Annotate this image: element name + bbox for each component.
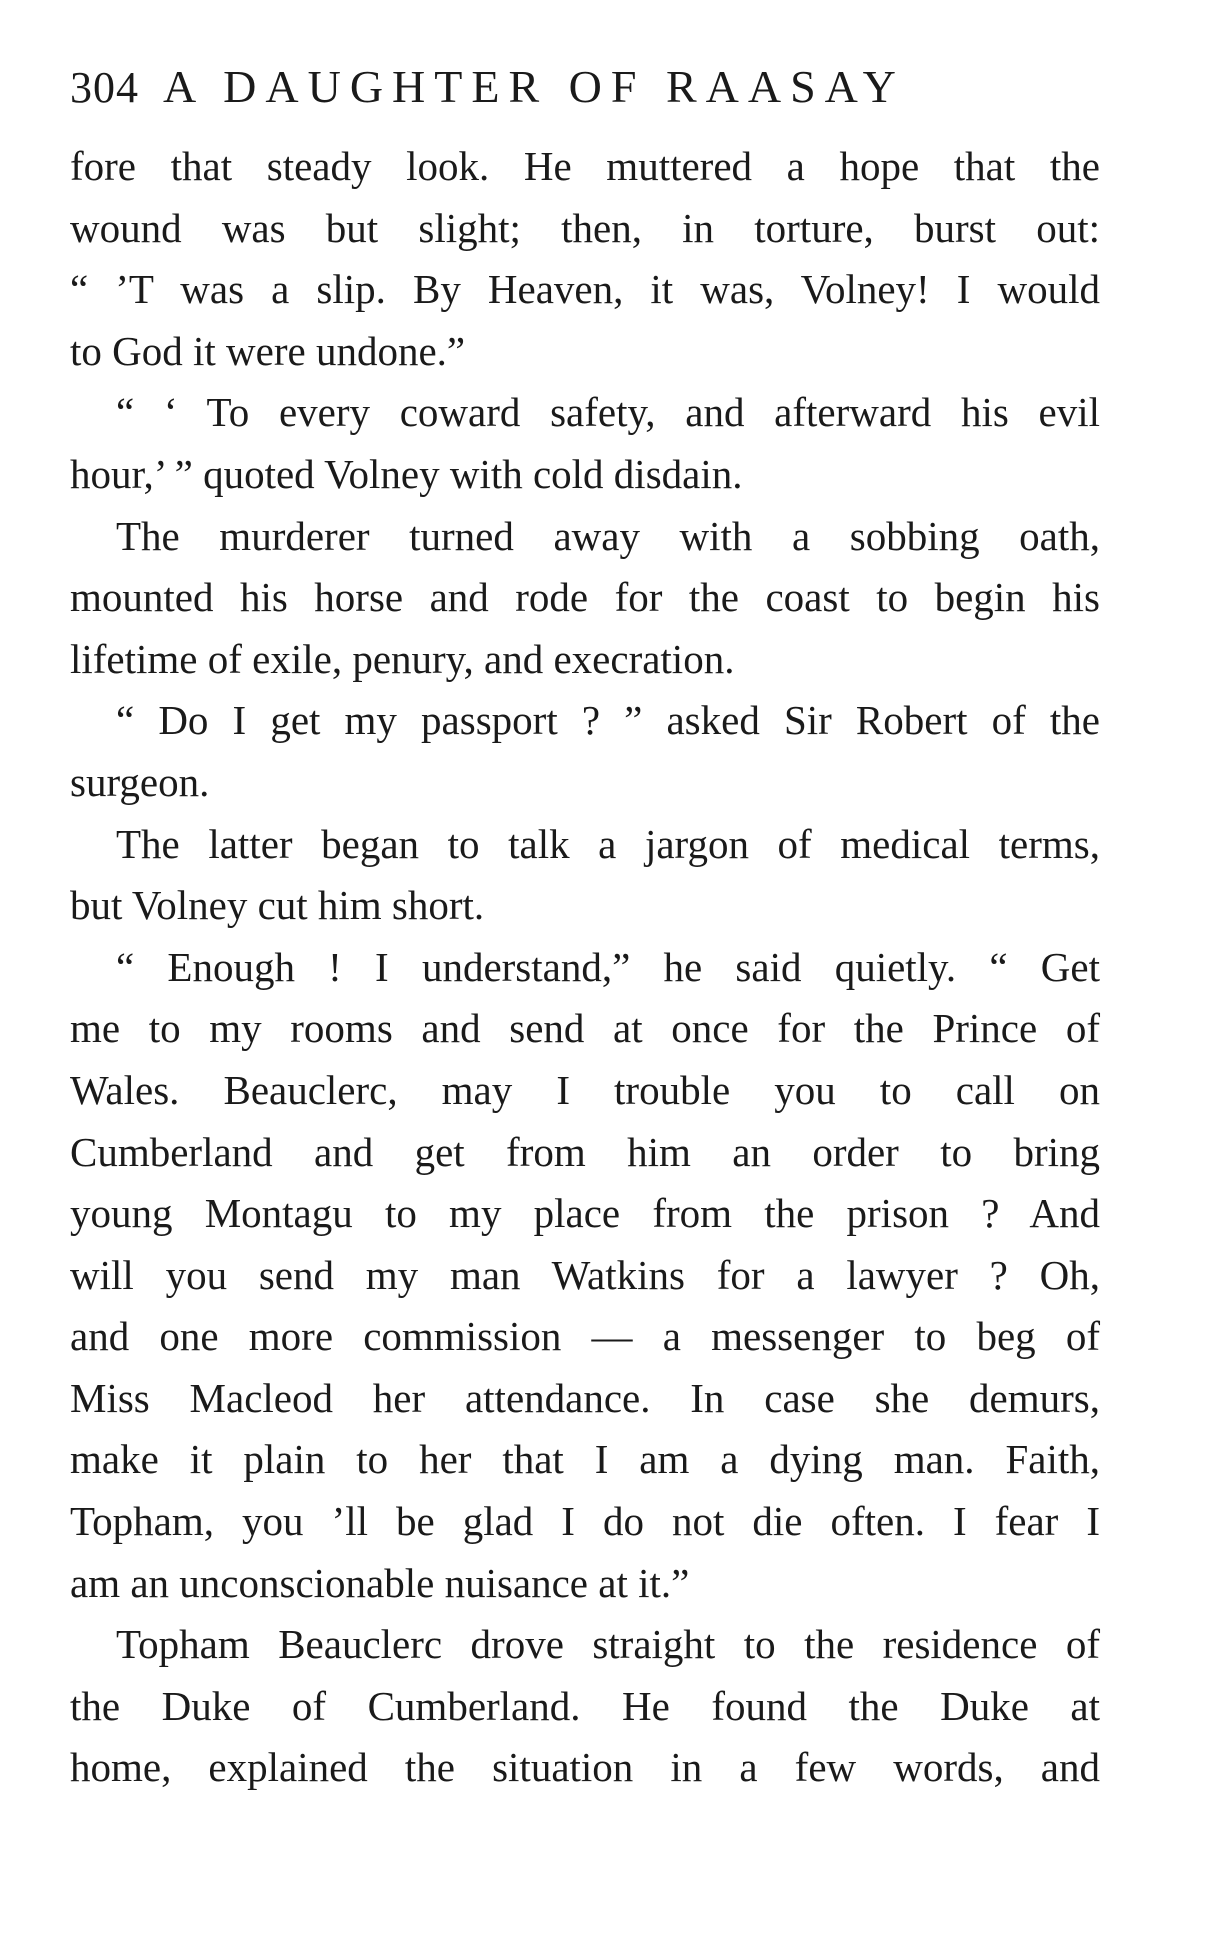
body-text	[70, 136, 1100, 1799]
text-line: but Volney cut him short.	[70, 882, 485, 929]
text-line: wound was but slight; then, in torture, burst out:	[70, 204, 1100, 251]
text-line: and one more commission — a messenger to beg of	[70, 1313, 1100, 1360]
text-line: make it plain to her that I am a dying man. Faith,	[70, 1436, 1100, 1483]
text-line: “ ’T was a slip. By Heaven, it was, Volney! I would	[70, 266, 1100, 313]
text-line: will you send my man Watkins for a lawyer ? Oh,	[70, 1251, 1100, 1298]
text-line: me to my rooms and send at once for the Prince of	[70, 1005, 1100, 1052]
text-line: hour,’ ” quoted Volney with cold disdain.	[70, 450, 743, 497]
text-line: “ ‘ To every coward safety, and afterward his evil	[116, 389, 1100, 436]
text-line: to God it were undone.”	[70, 327, 466, 374]
text-line: lifetime of exile, penury, and execration.	[70, 635, 735, 682]
text-line: Topham Beauclerc drove straight to the residence of	[116, 1621, 1100, 1668]
text-line: The murderer turned away with a sobbing oath,	[116, 512, 1100, 559]
text-line: the Duke of Cumberland. He found the Duke at	[70, 1682, 1100, 1729]
book-page	[70, 60, 1100, 1799]
text-line: am an unconscionable nuisance at it.”	[70, 1559, 690, 1606]
text-line: The latter began to talk a jargon of medical terms,	[116, 820, 1100, 867]
text-line: Wales. Beauclerc, may I trouble you to call on	[70, 1066, 1100, 1113]
page-number: 304	[70, 63, 139, 112]
text-line: “ Do I get my passport ? ” asked Sir Robert of the	[116, 697, 1100, 744]
text-line: young Montagu to my place from the prison ? And	[70, 1190, 1100, 1237]
text-line: Cumberland and get from him an order to bring	[70, 1128, 1100, 1175]
text-line: mounted his horse and rode for the coast to begin his	[70, 574, 1100, 621]
text-line: home, explained the situation in a few words, and	[70, 1744, 1100, 1791]
text-line: Miss Macleod her attendance. In case she demurs,	[70, 1374, 1100, 1421]
text-line: Topham, you ’ll be glad I do not die often. I fear I	[70, 1498, 1100, 1545]
text-line: “ Enough ! I understand,” he said quietly. “ Get	[116, 943, 1100, 990]
text-line: fore that steady look. He muttered a hope that the	[70, 143, 1100, 189]
text-line: surgeon.	[70, 758, 210, 805]
running-head	[70, 60, 1100, 136]
running-title: A DAUGHTER OF RAASAY	[163, 61, 905, 112]
